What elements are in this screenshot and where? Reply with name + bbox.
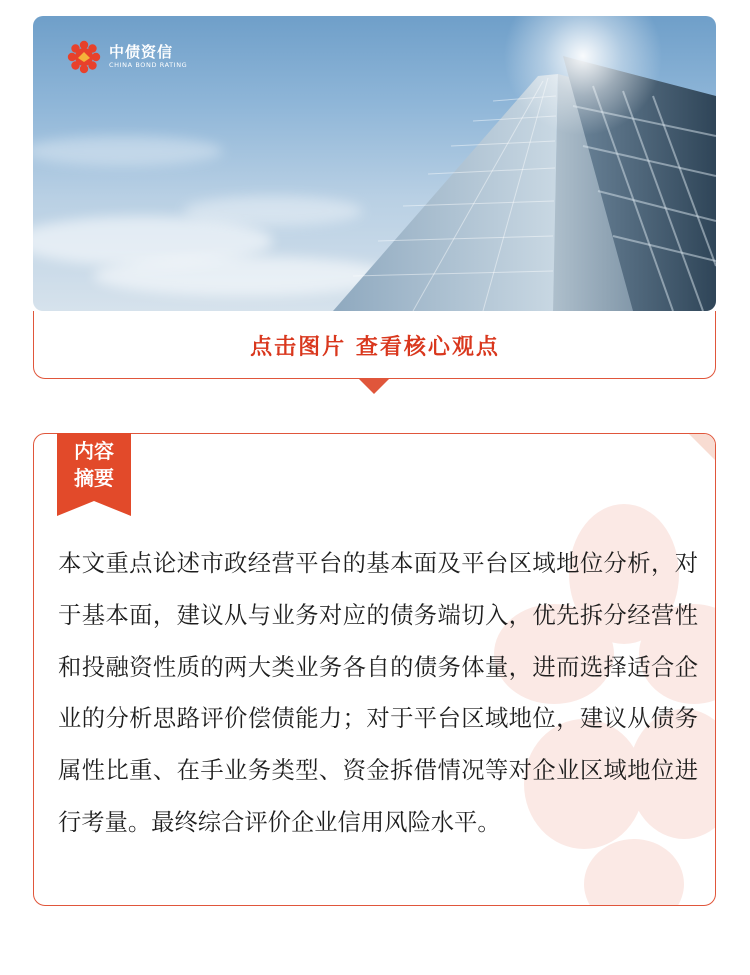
abstract-tag-label [57, 438, 131, 492]
down-triangle-arrow-icon [354, 378, 394, 398]
china-bond-rating-logo-icon [67, 40, 101, 74]
view-core-points-link[interactable]: 点击图片 查看核心观点 [250, 335, 500, 360]
abstract-tag-line2: 摘要 [74, 466, 114, 490]
abstract-text: 本文重点论述市政经营平台的基本面及平台区域地位分析，对于基本面，建议从与业务对应的债务端切入，优先拆分经营性和投融资性质的两大类业务各自的债务体量，进而选择适合企业的分析思路评价偿债能力；对于平台区域地位，建议从债务属性比重、在手业务类型、资金拆借情况等对企业区域地位进行考量。最终综合评价企业信用风险水平。 [58, 550, 698, 836]
brand-name-en: CHINA BOND RATING [109, 61, 188, 69]
abstract-tag-line1: 内容 [74, 439, 114, 463]
hero-image[interactable] [33, 16, 716, 311]
brand-name-cn: 中债资信 [109, 43, 174, 61]
card-corner-decoration [689, 434, 715, 460]
brand-logo [67, 40, 187, 74]
